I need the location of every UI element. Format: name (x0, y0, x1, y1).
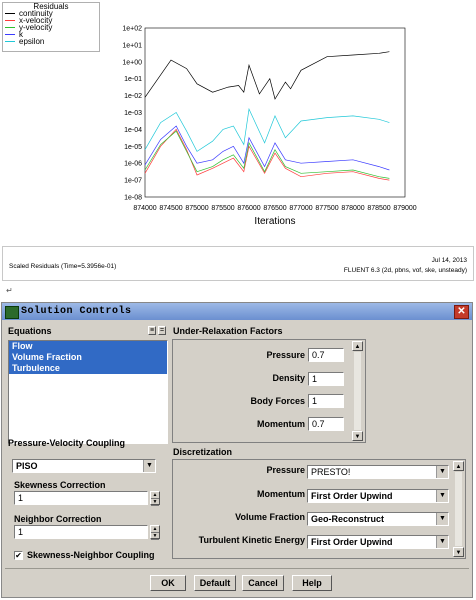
series-line-y-velocity (145, 131, 389, 178)
y-tick-label: 1e-04 (124, 126, 142, 134)
scroll-track[interactable] (455, 472, 462, 546)
urf-label-momentum: Momentum (257, 419, 305, 429)
deselect-all-button[interactable]: = (159, 327, 165, 334)
select-all-button[interactable]: ≡ (149, 327, 155, 334)
series-line-epsilon (145, 109, 389, 151)
x-tick-label: 875000 (185, 205, 209, 212)
disc-volume-fraction-dropdown[interactable] (307, 512, 449, 526)
y-tick-label: 1e-01 (124, 76, 142, 84)
legend-item-k: k (3, 31, 99, 38)
scroll-up-arrow-icon[interactable]: ▲ (352, 341, 363, 351)
urf-label-body-forces: Body Forces (250, 396, 305, 406)
cancel-button[interactable]: Cancel (242, 575, 284, 591)
plot-area (145, 28, 405, 197)
urf-label-pressure: Pressure (266, 350, 305, 360)
y-tick-label: 1e-08 (124, 194, 142, 202)
disc-momentum-value: First Order Upwind (311, 491, 393, 501)
urf-label-density: Density (272, 373, 305, 383)
x-axis-label: Iterations (254, 216, 296, 227)
skewness-correction-field[interactable]: 1 (14, 491, 148, 505)
scroll-up-arrow-icon[interactable]: ▲ (453, 461, 464, 471)
pv-coupling-label: Pressure-Velocity Coupling (8, 438, 126, 448)
neighbor-correction-label: Neighbor Correction (14, 514, 102, 524)
skewness-neighbor-checkbox[interactable]: ✔ (15, 551, 22, 560)
equations-label: Equations (8, 326, 52, 336)
legend-title: Residuals (33, 2, 69, 11)
neighbor-correction-field[interactable]: 1 (14, 525, 148, 539)
disc-label-momentum: Momentum (257, 489, 305, 499)
disc-label-pressure: Pressure (266, 465, 305, 475)
urf-density-field[interactable]: 1 (308, 372, 344, 386)
y-tick-labels (122, 26, 142, 202)
chevron-down-icon[interactable]: ▼ (436, 490, 448, 502)
disc-tke-value: First Order Upwind (311, 537, 393, 547)
paragraph-mark: ↵ (6, 286, 13, 295)
discretization-label: Discretization (173, 447, 233, 457)
urf-scrollbar[interactable] (352, 341, 363, 441)
x-tick-label: 876500 (263, 205, 287, 212)
x-tick-label: 878000 (341, 205, 365, 212)
legend-item-x-velocity: x-velocity (3, 17, 99, 24)
title-bar[interactable] (2, 303, 472, 320)
discretization-panel (172, 459, 466, 559)
urf-pressure-field[interactable]: 0.7 (308, 348, 344, 362)
x-tick-label: 877500 (315, 205, 339, 212)
chevron-down-icon[interactable]: ▼ (436, 513, 448, 525)
solution-controls-dialog (1, 302, 473, 598)
pv-scheme-dropdown[interactable] (12, 459, 156, 473)
help-button[interactable]: Help (292, 575, 332, 591)
legend-item-y-velocity: y-velocity (3, 24, 99, 31)
solver-version: FLUENT 6.3 (2d, pbns, vof, ske, unsteady) (343, 267, 467, 274)
series-line-k (145, 126, 389, 170)
skewness-correction-label: Skewness Correction (14, 480, 106, 490)
x-tick-label: 874000 (133, 205, 157, 212)
legend-swatch (5, 41, 15, 42)
legend-swatch (5, 20, 15, 21)
x-tick-label: 875500 (211, 205, 235, 212)
close-button[interactable]: ✕ (454, 305, 469, 319)
plot-legend (2, 2, 100, 52)
pv-scheme-value: PISO (16, 461, 38, 471)
spin-up-icon[interactable]: ▲ (152, 492, 158, 498)
disc-momentum-dropdown[interactable] (307, 489, 449, 503)
series-lines (145, 52, 389, 180)
x-tick-labels (133, 205, 416, 212)
scroll-track[interactable] (354, 352, 361, 430)
urf-label: Under-Relaxation Factors (173, 326, 283, 336)
list-item-flow[interactable]: Flow (9, 341, 167, 352)
legend-swatch (5, 13, 15, 14)
list-item-turbulence[interactable]: Turbulence (9, 363, 167, 374)
y-tick-label: 1e-06 (124, 160, 142, 168)
scroll-down-arrow-icon[interactable]: ▼ (352, 431, 363, 441)
legend-swatch (5, 34, 15, 35)
y-tick-label: 1e+00 (122, 59, 142, 67)
urf-body-forces-field[interactable]: 1 (308, 394, 344, 408)
urf-momentum-field[interactable]: 0.7 (308, 417, 344, 431)
disc-label-tke: Turbulent Kinetic Energy (198, 535, 305, 545)
x-tick-label: 874500 (159, 205, 183, 212)
plot-footer (2, 246, 474, 281)
x-tick-label: 877000 (289, 205, 313, 212)
disc-label-volume-fraction: Volume Fraction (235, 512, 305, 522)
legend-swatch (5, 27, 15, 28)
y-tick-label: 1e-03 (124, 110, 142, 117)
legend-item-continuity: continuity (3, 10, 99, 17)
disc-pressure-dropdown[interactable] (307, 465, 449, 479)
dialog-title: Solution Controls (21, 306, 132, 317)
equations-list[interactable] (8, 340, 168, 444)
plot-caption: Scaled Residuals (Time=5.3956e-01) (9, 263, 117, 270)
y-tick-label: 1e-07 (124, 177, 142, 185)
skewness-neighbor-label: Skewness-Neighbor Coupling (27, 550, 155, 560)
y-tick-label: 1e+02 (122, 25, 142, 33)
spin-up-icon[interactable]: ▲ (152, 526, 158, 532)
disc-tke-dropdown[interactable] (307, 535, 449, 549)
button-separator (5, 568, 469, 569)
neighbor-spinner[interactable] (150, 525, 160, 539)
y-tick-label: 1e-05 (124, 143, 142, 151)
fluent-app-icon (5, 306, 19, 319)
spin-down-icon[interactable]: ▼ (152, 533, 158, 539)
list-item-volume-fraction[interactable]: Volume Fraction (9, 352, 167, 363)
discretization-scrollbar[interactable] (453, 461, 464, 557)
spin-down-icon[interactable]: ▼ (152, 499, 158, 505)
x-tick-label: 879000 (393, 205, 417, 212)
y-tick-label: 1e-02 (124, 93, 142, 101)
urf-panel (172, 339, 366, 443)
chevron-down-icon[interactable]: ▼ (436, 536, 448, 548)
disc-volume-fraction-value: Geo-Reconstruct (311, 514, 385, 524)
series-line-continuity (145, 52, 389, 99)
legend-item-epsilon: epsilon (3, 38, 99, 45)
skewness-spinner[interactable] (150, 491, 160, 505)
x-tick-label: 876000 (237, 205, 261, 212)
scroll-down-arrow-icon[interactable]: ▼ (453, 547, 464, 557)
chevron-down-icon[interactable]: ▼ (436, 466, 448, 478)
disc-pressure-value: PRESTO! (311, 467, 351, 477)
ok-button[interactable]: OK (150, 575, 186, 591)
x-tick-label: 878500 (367, 205, 391, 212)
chevron-down-icon[interactable]: ▼ (143, 460, 155, 472)
y-tick-label: 1e+01 (122, 42, 142, 50)
default-button[interactable]: Default (194, 575, 236, 591)
plot-date: Jul 14, 2013 (431, 257, 467, 264)
